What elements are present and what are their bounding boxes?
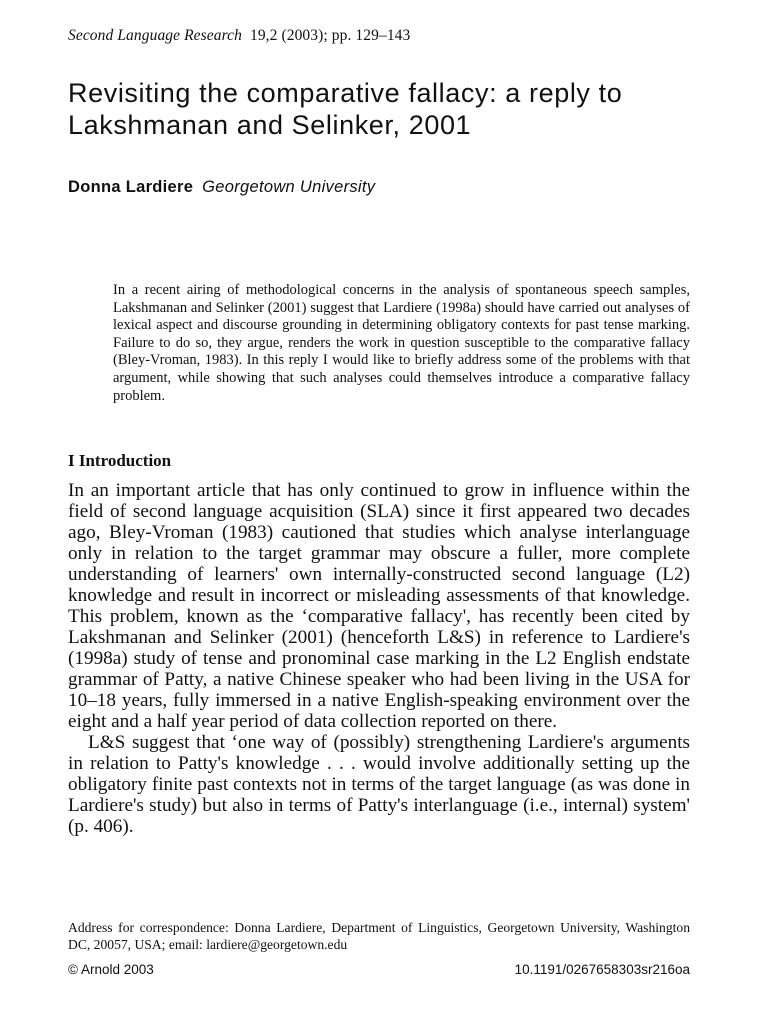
author-affiliation: Georgetown University: [202, 178, 376, 196]
author-line: [68, 178, 375, 197]
volume-pages: 19,2 (2003); pp. 129–143: [249, 27, 411, 44]
journal-citation: [68, 27, 410, 45]
abstract: In a recent airing of methodological concerns in the analysis of spontaneous speech samples, Lakshmanan and Selinker (2001) suggest that Lardiere (1998a) should have carried out analyses of lexical aspect and discourse grounding in determining obligatory contexts for past tense marking. Failure to do so, they argue, renders the work in question susceptible to the comparative fallacy (Bley-Vroman, 1983). In this reply I would like to briefly address some of the problems with that argument, while showing that such analyses could themselves introduce a comparative fallacy problem.: [113, 282, 690, 404]
body-paragraph: In an important article that has only continued to grow in influence within the field of second language acquisition (SLA) since it first appeared two decades ago, Bley-Vroman (1983) cautioned that studies which analyse interlanguage only in relation to the target grammar may obscure a fuller, more complete understanding of learners' own internally-constructed second language (L2) knowledge and result in incorrect or misleading assessments of that knowledge. This problem, known as the ‘comparative fallacy', has recently been cited by Lakshmanan and Selinker (2001) (henceforth L&S) in reference to Lardiere's (1998a) study of tense and pronominal case marking in the L2 English endstate grammar of Patty, a native Chinese speaker who had been living in the USA for 10–18 years, fully immersed in a native English-speaking environment over the eight and a half year period of data collection reported on there.: [68, 480, 690, 732]
doi-identifier: 10.1191/0267658303sr216oa: [514, 962, 690, 977]
body-paragraph: L&S suggest that ‘one way of (possibly) strengthening Lardiere's arguments in relation to Patty's knowledge . . . would involve additionally setting up the obligatory finite past contexts not in terms of the target language (as was done in Lardiere's study) but also in terms of Patty's interlanguage (i.e., internal) system' (p. 406).: [68, 732, 690, 837]
correspondence-note: Address for correspondence: Donna Lardiere, Department of Linguistics, Georgetown University, Washington DC, 20057, USA; email: lardiere@georgetown.edu: [68, 920, 690, 952]
section-heading: I Introduction: [68, 451, 172, 470]
body-text: [68, 480, 690, 837]
author-name: Donna Lardiere: [68, 178, 194, 196]
journal-name: Second Language Research: [68, 27, 243, 44]
copyright-notice: © Arnold 2003: [68, 962, 154, 977]
article-title: Revisiting the comparative fallacy: a reply to Lakshmanan and Selinker, 2001: [68, 78, 623, 140]
